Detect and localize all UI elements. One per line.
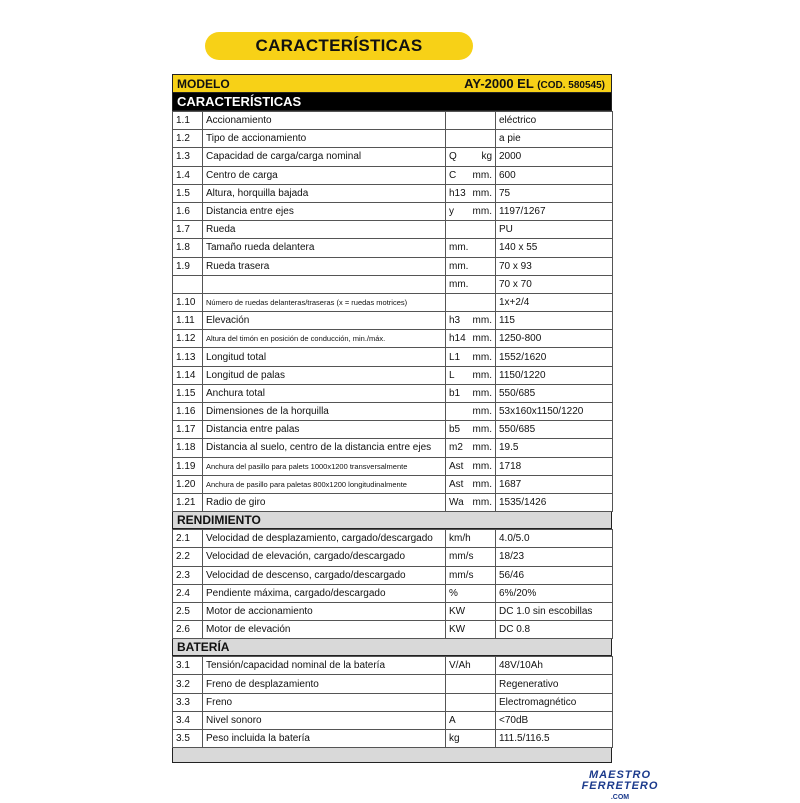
row-unit (446, 257, 496, 275)
row-description: Longitud de palas (203, 366, 446, 384)
table-row (173, 584, 613, 602)
row-number: 1.3 (173, 148, 203, 166)
table-row (173, 711, 613, 729)
row-value: <70dB (496, 711, 613, 729)
unit-measure: mm. (472, 333, 492, 345)
table-row (173, 148, 613, 166)
row-unit (446, 112, 496, 130)
row-unit (446, 493, 496, 511)
row-description: Dimensiones de la horquilla (203, 403, 446, 421)
unit-symbol: b5 (449, 424, 461, 436)
unit-measure: mm. (472, 406, 492, 418)
row-value: eléctrico (496, 112, 613, 130)
table-row (173, 384, 613, 402)
row-description: Rueda (203, 221, 446, 239)
table-footer (172, 748, 612, 763)
row-description: Velocidad de elevación, cargado/descargado (203, 548, 446, 566)
row-unit (446, 530, 496, 548)
table-row (173, 439, 613, 457)
row-number: 1.12 (173, 330, 203, 348)
unit-symbol: mm/s (449, 569, 474, 581)
unit-measure: mm. (472, 315, 492, 327)
row-description: Rueda trasera (203, 257, 446, 275)
unit-measure: mm. (472, 169, 492, 181)
unit-wrap (449, 567, 492, 584)
unit-wrap (449, 385, 492, 402)
model-name-text: AY-2000 EL (464, 76, 534, 91)
unit-symbol: Ast (449, 460, 464, 472)
unit-symbol: mm. (449, 260, 469, 272)
unit-measure: kg (481, 151, 492, 163)
row-unit (446, 239, 496, 257)
unit-measure: mm. (472, 460, 492, 472)
row-number: 2.3 (173, 566, 203, 584)
row-unit (446, 693, 496, 711)
unit-measure: mm. (472, 387, 492, 399)
row-number: 1.16 (173, 403, 203, 421)
unit-symbol: KW (449, 624, 466, 636)
unit-symbol: h14 (449, 333, 466, 345)
maestro-ferretero-logo (560, 770, 680, 803)
row-unit (446, 330, 496, 348)
row-unit (446, 384, 496, 402)
unit-wrap (449, 421, 492, 438)
table-row (173, 493, 613, 511)
row-number: 1.21 (173, 493, 203, 511)
row-unit (446, 566, 496, 584)
row-value: 600 (496, 166, 613, 184)
spec-table (172, 529, 613, 639)
row-number: 1.18 (173, 439, 203, 457)
table-row (173, 275, 613, 293)
unit-wrap (449, 203, 492, 220)
row-unit (446, 348, 496, 366)
unit-measure: mm. (472, 187, 492, 199)
row-value: 140 x 55 (496, 239, 613, 257)
row-value: 1150/1220 (496, 366, 613, 384)
section-header: BATERÍA (172, 639, 612, 656)
unit-symbol: C (449, 169, 457, 181)
row-unit (446, 184, 496, 202)
row-description: Freno de desplazamiento (203, 675, 446, 693)
unit-symbol: Wa (449, 497, 464, 509)
unit-symbol: y (449, 206, 454, 218)
row-description: Tensión/capacidad nominal de la batería (203, 657, 446, 675)
table-row (173, 366, 613, 384)
table-row (173, 202, 613, 220)
model-name (464, 76, 605, 91)
unit-symbol: % (449, 587, 458, 599)
table-row (173, 293, 613, 311)
row-value: 1535/1426 (496, 493, 613, 511)
row-number: 1.20 (173, 475, 203, 493)
row-description (203, 275, 446, 293)
unit-wrap (449, 603, 492, 620)
row-unit (446, 730, 496, 748)
section-header: RENDIMIENTO (172, 512, 612, 529)
row-value: 550/685 (496, 384, 613, 402)
row-description: Elevación (203, 312, 446, 330)
unit-measure: mm. (472, 442, 492, 454)
unit-symbol: L (449, 369, 455, 381)
model-code-text: (COD. 580545) (537, 80, 605, 91)
row-value: a pie (496, 130, 613, 148)
row-number: 1.13 (173, 348, 203, 366)
table-row (173, 421, 613, 439)
table-row (173, 457, 613, 475)
unit-wrap (449, 548, 492, 565)
row-number: 2.5 (173, 602, 203, 620)
unit-wrap (449, 367, 492, 384)
row-unit (446, 275, 496, 293)
unit-wrap (449, 349, 492, 366)
unit-wrap (449, 403, 492, 420)
unit-symbol: mm. (449, 278, 469, 290)
unit-wrap (449, 439, 492, 456)
row-unit (446, 439, 496, 457)
row-value: 70 x 70 (496, 275, 613, 293)
table-row (173, 239, 613, 257)
row-unit (446, 130, 496, 148)
logo-line-2: FERRETERO (581, 780, 659, 792)
row-description: Anchura del pasillo para palets 1000x1200 transversalmente (203, 457, 446, 475)
row-unit (446, 221, 496, 239)
row-description: Pendiente máxima, cargado/descargado (203, 584, 446, 602)
unit-wrap (449, 276, 492, 293)
row-value: 111.5/116.5 (496, 730, 613, 748)
row-value: 19.5 (496, 439, 613, 457)
row-description: Altura, horquilla bajada (203, 184, 446, 202)
unit-symbol: A (449, 714, 456, 726)
unit-wrap (449, 330, 492, 347)
row-description: Velocidad de descenso, cargado/descargado (203, 566, 446, 584)
unit-measure: mm. (472, 497, 492, 509)
row-unit (446, 457, 496, 475)
row-description: Freno (203, 693, 446, 711)
table-row (173, 548, 613, 566)
row-description: Accionamiento (203, 112, 446, 130)
row-value: 18/23 (496, 548, 613, 566)
unit-measure: mm. (472, 351, 492, 363)
row-number: 1.5 (173, 184, 203, 202)
row-unit (446, 148, 496, 166)
row-unit (446, 421, 496, 439)
row-unit (446, 584, 496, 602)
unit-wrap (449, 530, 492, 547)
table-row (173, 130, 613, 148)
row-unit (446, 602, 496, 620)
spec-sheet (172, 74, 612, 763)
row-description: Tipo de accionamiento (203, 130, 446, 148)
row-value: 115 (496, 312, 613, 330)
row-unit (446, 202, 496, 220)
row-value: 1x+2/4 (496, 293, 613, 311)
table-row (173, 221, 613, 239)
table-row (173, 530, 613, 548)
row-value: Electromagnético (496, 693, 613, 711)
unit-symbol: mm/s (449, 551, 474, 563)
row-number: 1.11 (173, 312, 203, 330)
row-value: 4.0/5.0 (496, 530, 613, 548)
row-description: Longitud total (203, 348, 446, 366)
table-row (173, 257, 613, 275)
unit-symbol: mm. (449, 242, 469, 254)
unit-wrap (449, 458, 492, 475)
row-value: 1552/1620 (496, 348, 613, 366)
row-number: 1.2 (173, 130, 203, 148)
row-number: 2.1 (173, 530, 203, 548)
row-description: Distancia entre palas (203, 421, 446, 439)
row-description: Altura del timón en posición de conducción, min./máx. (203, 330, 446, 348)
row-number: 3.5 (173, 730, 203, 748)
table-row (173, 403, 613, 421)
row-unit (446, 475, 496, 493)
row-description: Nivel sonoro (203, 711, 446, 729)
table-row (173, 348, 613, 366)
unit-wrap (449, 148, 492, 165)
model-label: MODELO (177, 76, 230, 91)
row-value: 1687 (496, 475, 613, 493)
row-unit (446, 166, 496, 184)
row-number: 3.4 (173, 711, 203, 729)
unit-symbol: KW (449, 605, 466, 617)
row-description: Centro de carga (203, 166, 446, 184)
unit-measure: mm. (472, 424, 492, 436)
unit-wrap (449, 585, 492, 602)
unit-wrap (449, 476, 492, 493)
unit-wrap (449, 312, 492, 329)
row-number: 2.4 (173, 584, 203, 602)
row-number: 2.6 (173, 621, 203, 639)
unit-wrap (449, 258, 492, 275)
row-description: Anchura total (203, 384, 446, 402)
unit-wrap (449, 730, 492, 747)
row-description: Peso incluida la batería (203, 730, 446, 748)
row-number: 1.4 (173, 166, 203, 184)
unit-wrap (449, 494, 492, 511)
unit-wrap (449, 167, 492, 184)
unit-symbol: kg (449, 733, 460, 745)
unit-wrap (449, 621, 492, 638)
row-description: Motor de accionamiento (203, 602, 446, 620)
row-description: Tamaño rueda delantera (203, 239, 446, 257)
row-description: Anchura de pasillo para paletas 800x1200 longitudinalmente (203, 475, 446, 493)
row-value: 1197/1267 (496, 202, 613, 220)
table-row (173, 184, 613, 202)
row-unit (446, 293, 496, 311)
row-number: 3.3 (173, 693, 203, 711)
spec-table (172, 656, 613, 748)
row-value: Regenerativo (496, 675, 613, 693)
row-value: 48V/10Ah (496, 657, 613, 675)
unit-symbol: L1 (449, 351, 461, 363)
unit-symbol: h13 (449, 187, 466, 199)
row-value: 1718 (496, 457, 613, 475)
unit-symbol: Ast (449, 478, 464, 490)
section-header: CARACTERÍSTICAS (172, 93, 612, 111)
row-number: 1.1 (173, 112, 203, 130)
unit-symbol: h3 (449, 315, 461, 327)
table-row (173, 730, 613, 748)
row-description: Capacidad de carga/carga nominal (203, 148, 446, 166)
row-description: Número de ruedas delanteras/traseras (x = ruedas motrices) (203, 293, 446, 311)
row-value: 75 (496, 184, 613, 202)
row-description: Radio de giro (203, 493, 446, 511)
row-unit (446, 548, 496, 566)
row-value: DC 1.0 sin escobillas (496, 602, 613, 620)
table-row (173, 602, 613, 620)
table-row (173, 475, 613, 493)
logo-line-1: MAESTRO (589, 769, 651, 781)
row-value: 1250-800 (496, 330, 613, 348)
banner-title: CARACTERÍSTICAS (205, 32, 473, 60)
row-number: 1.7 (173, 221, 203, 239)
row-value: 56/46 (496, 566, 613, 584)
table-row (173, 566, 613, 584)
table-row (173, 621, 613, 639)
unit-measure: mm. (472, 369, 492, 381)
row-unit (446, 657, 496, 675)
row-unit (446, 675, 496, 693)
unit-symbol: b1 (449, 387, 461, 399)
row-number: 1.6 (173, 202, 203, 220)
unit-wrap (449, 239, 492, 256)
row-number (173, 275, 203, 293)
unit-wrap (449, 657, 492, 674)
row-value: 550/685 (496, 421, 613, 439)
row-number: 3.1 (173, 657, 203, 675)
row-value: 53x160x1150/1220 (496, 403, 613, 421)
row-value: 6%/20% (496, 584, 613, 602)
table-row (173, 657, 613, 675)
unit-measure: mm. (472, 206, 492, 218)
unit-wrap (449, 712, 492, 729)
row-value: 2000 (496, 148, 613, 166)
row-number: 2.2 (173, 548, 203, 566)
table-row (173, 112, 613, 130)
unit-symbol: V/Ah (449, 660, 471, 672)
row-value: DC 0.8 (496, 621, 613, 639)
unit-symbol: m2 (449, 442, 463, 454)
sections-container (172, 93, 612, 748)
row-number: 1.19 (173, 457, 203, 475)
table-row (173, 693, 613, 711)
row-unit (446, 403, 496, 421)
row-description: Velocidad de desplazamiento, cargado/descargado (203, 530, 446, 548)
logo-line-3: .COM (610, 794, 630, 801)
unit-wrap (449, 185, 492, 202)
table-row (173, 675, 613, 693)
row-unit (446, 312, 496, 330)
unit-measure: mm. (472, 478, 492, 490)
row-value: PU (496, 221, 613, 239)
row-number: 1.15 (173, 384, 203, 402)
row-description: Motor de elevación (203, 621, 446, 639)
row-unit (446, 711, 496, 729)
row-description: Distancia entre ejes (203, 202, 446, 220)
table-row (173, 330, 613, 348)
row-number: 1.9 (173, 257, 203, 275)
row-value: 70 x 93 (496, 257, 613, 275)
row-number: 1.10 (173, 293, 203, 311)
row-number: 1.17 (173, 421, 203, 439)
row-unit (446, 366, 496, 384)
row-description: Distancia al suelo, centro de la distancia entre ejes (203, 439, 446, 457)
row-number: 1.14 (173, 366, 203, 384)
row-number: 1.8 (173, 239, 203, 257)
table-row (173, 166, 613, 184)
row-number: 3.2 (173, 675, 203, 693)
unit-symbol: Q (449, 151, 457, 163)
model-row (172, 74, 612, 93)
table-row (173, 312, 613, 330)
unit-symbol: km/h (449, 533, 471, 545)
row-unit (446, 621, 496, 639)
spec-table (172, 111, 613, 512)
